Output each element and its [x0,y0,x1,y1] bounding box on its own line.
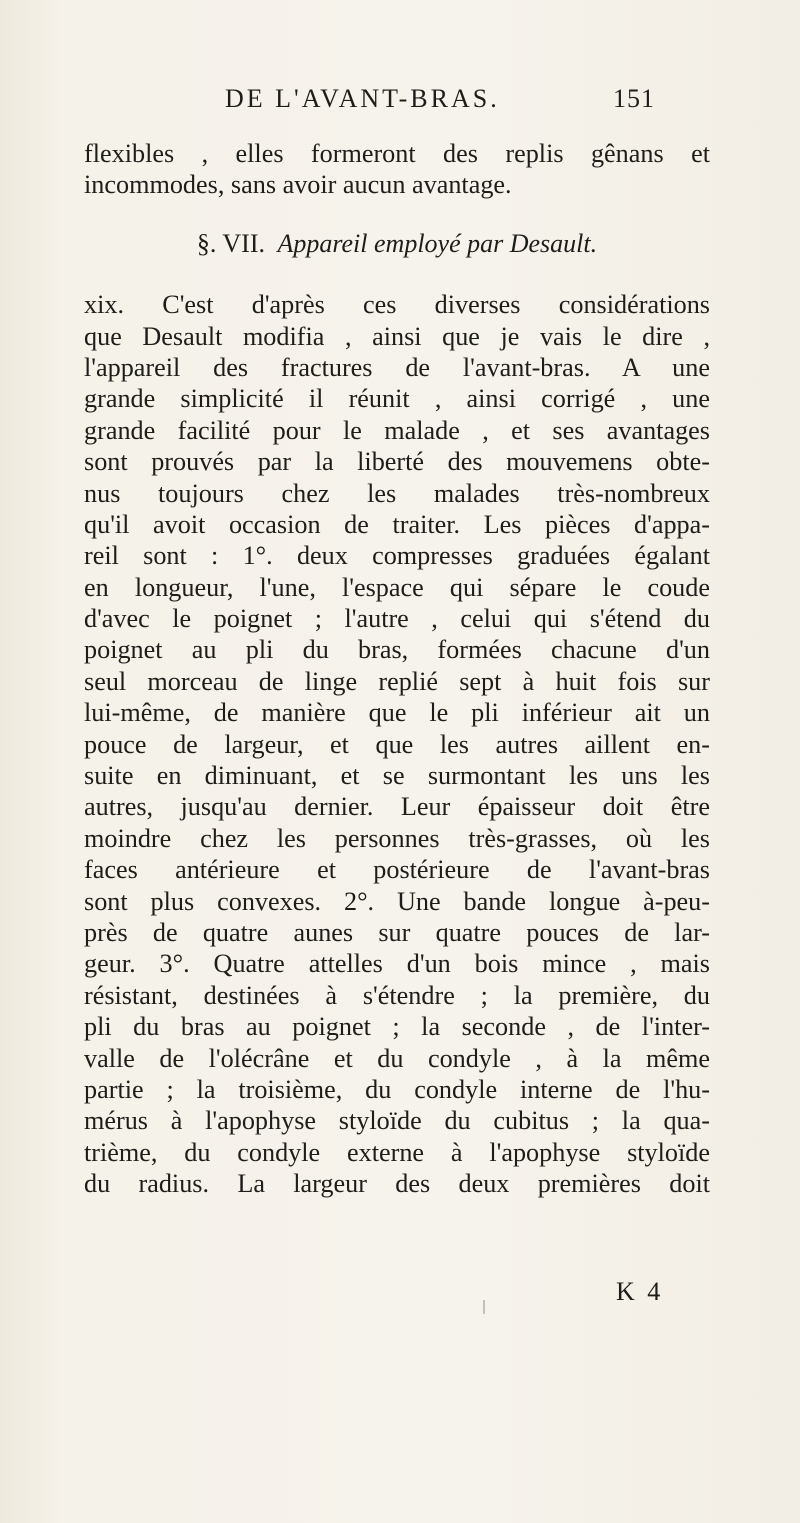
text-line: valle de l'olécrâne et du condyle , à la même [84,1043,710,1073]
text-line: nus toujours chez les malades très-nombreux [84,478,710,508]
text-line: faces antérieure et postérieure de l'avant-bras [84,855,710,885]
text-line: d'avec le poignet ; l'autre , celui qui s'étend du [84,604,710,634]
text-line: geur. 3°. Quatre attelles d'un bois mince , mais [84,949,710,979]
page-number: 151 [613,84,655,113]
text-line: xix. C'est d'après ces diverses considérations [84,290,710,320]
text-line: partie ; la troisième, du condyle interne de l'hu- [84,1074,710,1104]
body-text [84,138,710,1200]
text-line: grande facilité pour le malade , et ses avantages [84,415,710,445]
text-line: moindre chez les personnes très-grasses, où les [84,823,710,853]
text-line: que Desault modifia , ainsi que je vais le dire , [84,321,710,351]
text-line: qu'il avoit occasion de traiter. Les pièces d'appa- [84,509,710,539]
text-line: résistant, destinées à s'étendre ; la première, du [84,980,710,1010]
text-line: du radius. La largeur des deux premières doit [84,1169,710,1199]
section-label: §. VII. [196,228,265,258]
running-head [225,84,655,124]
section-heading [84,228,710,259]
text-line: l'appareil des fractures de l'avant-bras. A une [84,352,710,382]
text-line: en longueur, l'une, l'espace qui sépare le coude [84,572,710,602]
text-line: lui-même, de manière que le pli inférieur ait un [84,698,710,728]
text-line: mérus à l'apophyse styloïde du cubitus ; la qua- [84,1106,710,1136]
text-line: près de quatre aunes sur quatre pouces de lar- [84,917,710,947]
text-line: flexibles , elles formeront des replis gênans et [84,139,710,168]
text-line: autres, jusqu'au dernier. Leur épaisseur doit être [84,792,710,822]
paper-speck [483,1300,485,1314]
text-line: poignet au pli du bras, formées chacune d'un [84,635,710,665]
section-title: Appareil employé par Desault. [277,228,598,258]
text-line: incommodes, sans avoir aucun avantage. [84,170,512,200]
text-line: seul morceau de linge replié sept à huit fois sur [84,666,710,696]
signature-mark: K 4 [616,1277,664,1306]
text-line: pli du bras au poignet ; la seconde , de l'inter- [84,1012,710,1042]
text-line: sont prouvés par la liberté des mouvemens obte- [84,447,710,477]
text-line: suite en diminuant, et se surmontant les uns les [84,761,710,791]
text-line: sont plus convexes. 2°. Une bande longue à-peu- [84,886,710,916]
text-line: grande simplicité il réunit , ainsi corrigé , une [84,384,710,414]
text-line: reil sont : 1°. deux compresses graduées égalant [84,541,710,571]
running-title: DE L'AVANT-BRAS. [225,84,500,113]
text-line: pouce de largeur, et que les autres aillent en- [84,729,710,759]
text-line: trième, du condyle externe à l'apophyse styloïde [84,1137,710,1167]
